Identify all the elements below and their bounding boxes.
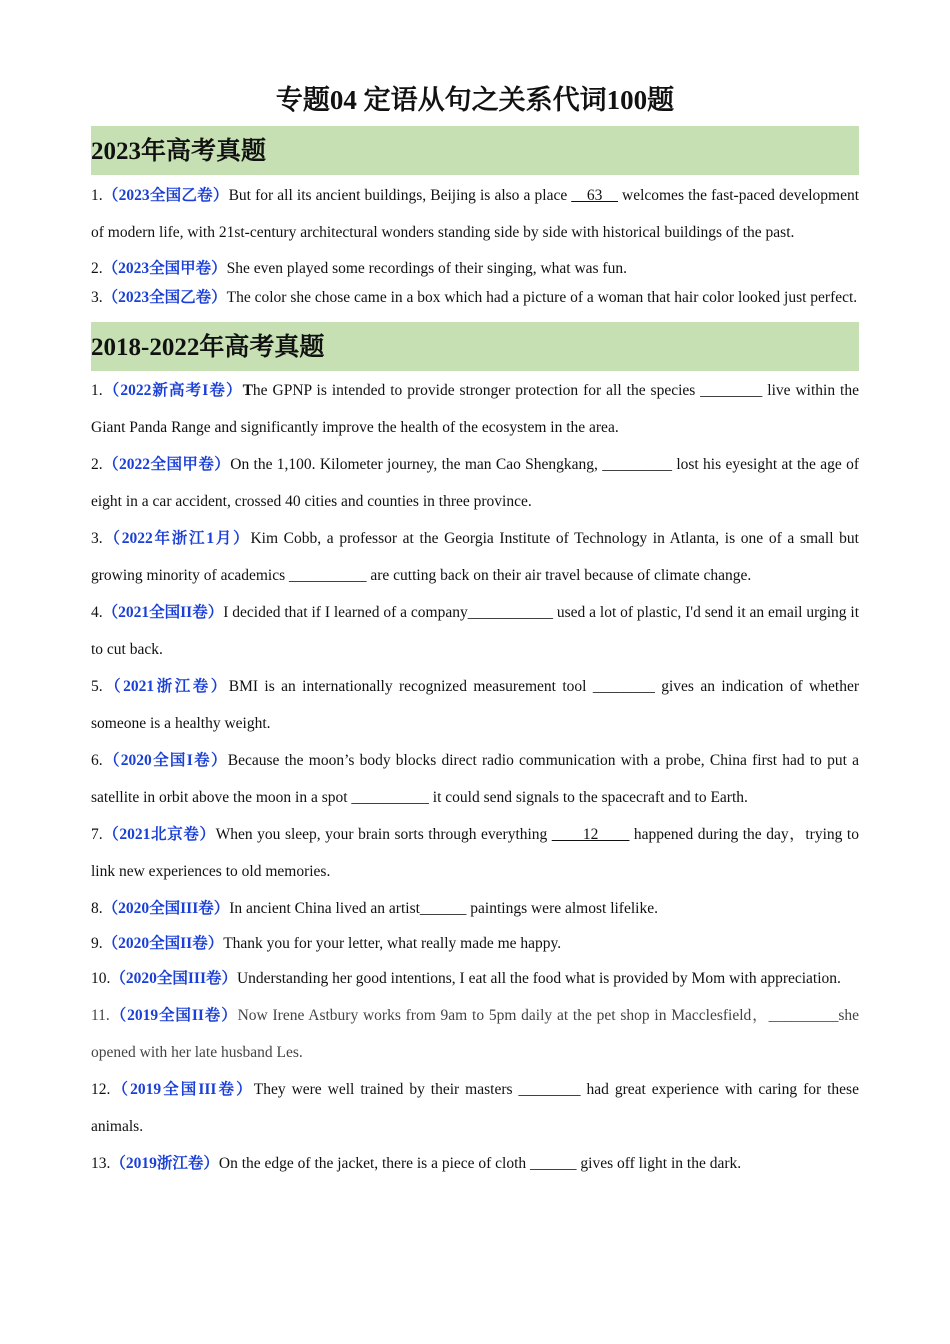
question-text: In ancient China lived an artist______ paintings were almost lifelike. — [229, 900, 658, 917]
question-item — [91, 1071, 859, 1145]
document-page — [91, 80, 859, 1182]
question-text: Now Irene Astbury works from 9am to 5pm daily at the pet shop in Macclesfield，_________she opened with her late husband Les. — [91, 1007, 859, 1061]
question-number: 4. — [91, 604, 103, 621]
answer-blank: ____12____ — [551, 826, 630, 843]
question-number: 3. — [91, 289, 103, 306]
question-text: he GPNP is intended to provide stronger protection for all the species ________ live within the Giant Panda Range and significantly improve the health of the ecosystem in the area. — [91, 382, 859, 436]
question-text: On the 1,100. Kilometer journey, the man Cao Shengkang, _________ lost his eyesight at the age of eight in a car accident, crossed 40 cities and counties in three province. — [91, 456, 859, 510]
question-text: They were well trained by their masters ________ had great experience with caring for these animals. — [91, 1081, 859, 1135]
question-source: （2022年浙江1月） — [102, 530, 251, 547]
question-source: （2022全国甲卷） — [102, 456, 231, 473]
question-number: 7. — [91, 826, 103, 843]
question-number: 10. — [91, 970, 111, 987]
question-source: （2022新高考I卷） — [102, 382, 243, 399]
question-number: 1. — [91, 382, 103, 399]
question-item — [91, 668, 859, 742]
question-text: happened during the day，trying to link new experiences to old memories. — [91, 826, 859, 880]
question-text: But for all its ancient buildings, Beijing is also a place — [228, 187, 572, 204]
question-item — [91, 520, 859, 594]
question-source: （2021浙江卷） — [102, 678, 229, 695]
question-number: 2. — [91, 260, 103, 277]
question-text: BMI is an internationally recognized measurement tool ________ gives an indication of whether someone is a healthy weight. — [91, 678, 859, 732]
question-text: The color she chose came in a box which had a picture of a woman that hair color looked just perfect. — [226, 289, 858, 306]
question-item — [91, 372, 859, 446]
question-text: Thank you for your letter, what really made me happy. — [223, 935, 562, 952]
question-number: 11. — [91, 1007, 110, 1024]
question-text: Kim Cobb, a professor at the Georgia Institute of Technology in Atlanta, is one of a small but growing minority of academics __________ are cutting back on their air travel because of climate change. — [91, 530, 859, 584]
question-item — [91, 997, 859, 1071]
question-text: welcomes the fast-paced development of modern life, with 21st-century architectural wonders standing side by side with historical buildings of the past. — [91, 187, 860, 241]
question-number: 1. — [91, 187, 103, 204]
question-source: （2020全国III卷） — [102, 900, 230, 917]
question-number: 8. — [91, 900, 103, 917]
question-number: 12. — [91, 1081, 111, 1098]
question-source: （2020全国II卷） — [102, 935, 224, 952]
answer-blank: __63__ — [571, 187, 618, 204]
section-heading-2023: 2023年高考真题 — [91, 126, 859, 175]
question-item — [91, 816, 859, 890]
question-source: （2021全国II卷） — [102, 604, 224, 621]
question-item — [91, 594, 859, 668]
question-text: On the edge of the jacket, there is a piece of cloth ______ gives off light in the dark. — [218, 1155, 742, 1172]
question-source: （2023全国甲卷） — [102, 260, 227, 277]
question-number: 3. — [91, 530, 103, 547]
question-number: 9. — [91, 935, 103, 952]
question-number: 13. — [91, 1155, 111, 1172]
question-source: （2020全国III卷） — [110, 970, 237, 987]
question-source: （2023全国乙卷） — [102, 187, 229, 204]
question-item — [91, 177, 859, 251]
section-heading-2018-2022: 2018-2022年高考真题 — [91, 322, 859, 371]
question-item — [91, 446, 859, 520]
question-item — [91, 1145, 859, 1182]
question-source: （2021北京卷） — [102, 826, 216, 843]
question-text: Because the moon’s body blocks direct radio communication with a probe, China first had to put a satellite in orbit above the moon in a spot __________ it could send signals to the spacecraft and to Earth. — [91, 752, 859, 806]
question-item — [91, 960, 859, 997]
question-item — [91, 254, 859, 283]
question-text: She even played some recordings of their singing, what was fun. — [226, 260, 627, 277]
question-number: 5. — [91, 678, 103, 695]
question-source: （2019全国II卷） — [109, 1007, 238, 1024]
question-text: When you sleep, your brain sorts through everything — [215, 826, 552, 843]
question-source: （2023全国乙卷） — [102, 289, 227, 306]
question-source: （2020全国I卷） — [102, 752, 228, 769]
question-text: Understanding her good intentions, I eat all the food what is provided by Mom with appreciation. — [236, 970, 841, 987]
page-title: 专题04 定语从句之关系代词100题 — [275, 85, 675, 115]
question-item — [91, 283, 859, 312]
question-text: I decided that if I learned of a company___________ used a lot of plastic, I'd send it an email urging it to cut back. — [91, 604, 859, 658]
question-number: 6. — [91, 752, 103, 769]
question-source: （2019浙江卷） — [110, 1155, 219, 1172]
question-item — [91, 742, 859, 816]
question-number: 2. — [91, 456, 103, 473]
question-item — [91, 890, 859, 927]
question-source: （2019全国III卷） — [110, 1081, 254, 1098]
question-item — [91, 925, 859, 962]
question-lead-letter: T — [242, 382, 253, 399]
